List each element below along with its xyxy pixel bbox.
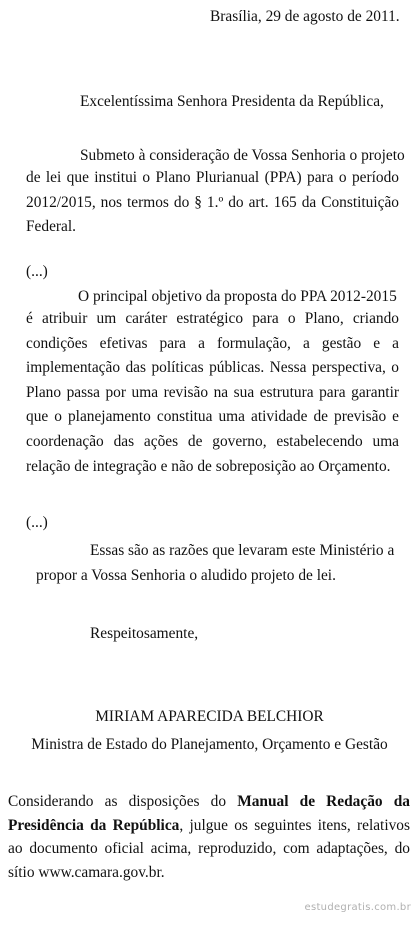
paragraph-3-line-2: propor a Vossa Senhoria o aludido projeto de lei. bbox=[36, 567, 336, 584]
watermark: estudegratis.com.br bbox=[304, 902, 411, 913]
paragraph-2-first-line: O principal objetivo da proposta do PPA 2012-2015 bbox=[78, 288, 397, 305]
question-statement bbox=[8, 790, 410, 884]
signer-title: Ministra de Estado do Planejamento, Orçamento e Gestão bbox=[31, 736, 388, 753]
document-date: Brasília, 29 de agosto de 2011. bbox=[210, 8, 400, 25]
question-text-before: Considerando as disposições do bbox=[8, 793, 238, 810]
paragraph-3-line-1: Essas são as razões que levaram este Ministério a bbox=[90, 542, 395, 559]
signer-name: MIRIAM APARECIDA BELCHIOR bbox=[95, 708, 324, 725]
paragraph-1-body: de lei que institui o Plano Plurianual (PPA) para o período 2012/2015, nos termos do § 1.º do art. 165 da Constituição Federal. bbox=[26, 169, 399, 236]
closing: Respeitosamente, bbox=[90, 625, 199, 642]
paragraph-1-first-line: Submeto à consideração de Vossa Senhoria o projeto bbox=[80, 147, 405, 164]
paragraph-2-body: é atribuir um caráter estratégico para o Plano, criando condições efetivas para a formulação, a gestão e a implementação das políticas públicas. Nessa perspectiva, o Plano passa por uma revisão na sua estrutura para garantir que o planejamento constitua uma atividade de previsão e coordenação das ações de governo, estabelecendo uma relação de integração e não de sobreposição ao Orçamento. bbox=[26, 310, 399, 475]
question-text-after: , julgue os seguintes itens, relativos ao documento oficial acima, reproduzido, com adaptações, do sítio www.camara.gov.br. bbox=[8, 816, 410, 881]
ellipsis-1: (...) bbox=[26, 263, 48, 280]
salutation: Excelentíssima Senhora Presidenta da República, bbox=[80, 93, 384, 110]
ellipsis-2: (...) bbox=[26, 514, 48, 531]
manual-title: Manual de Redação da Presidência da República bbox=[8, 793, 410, 834]
